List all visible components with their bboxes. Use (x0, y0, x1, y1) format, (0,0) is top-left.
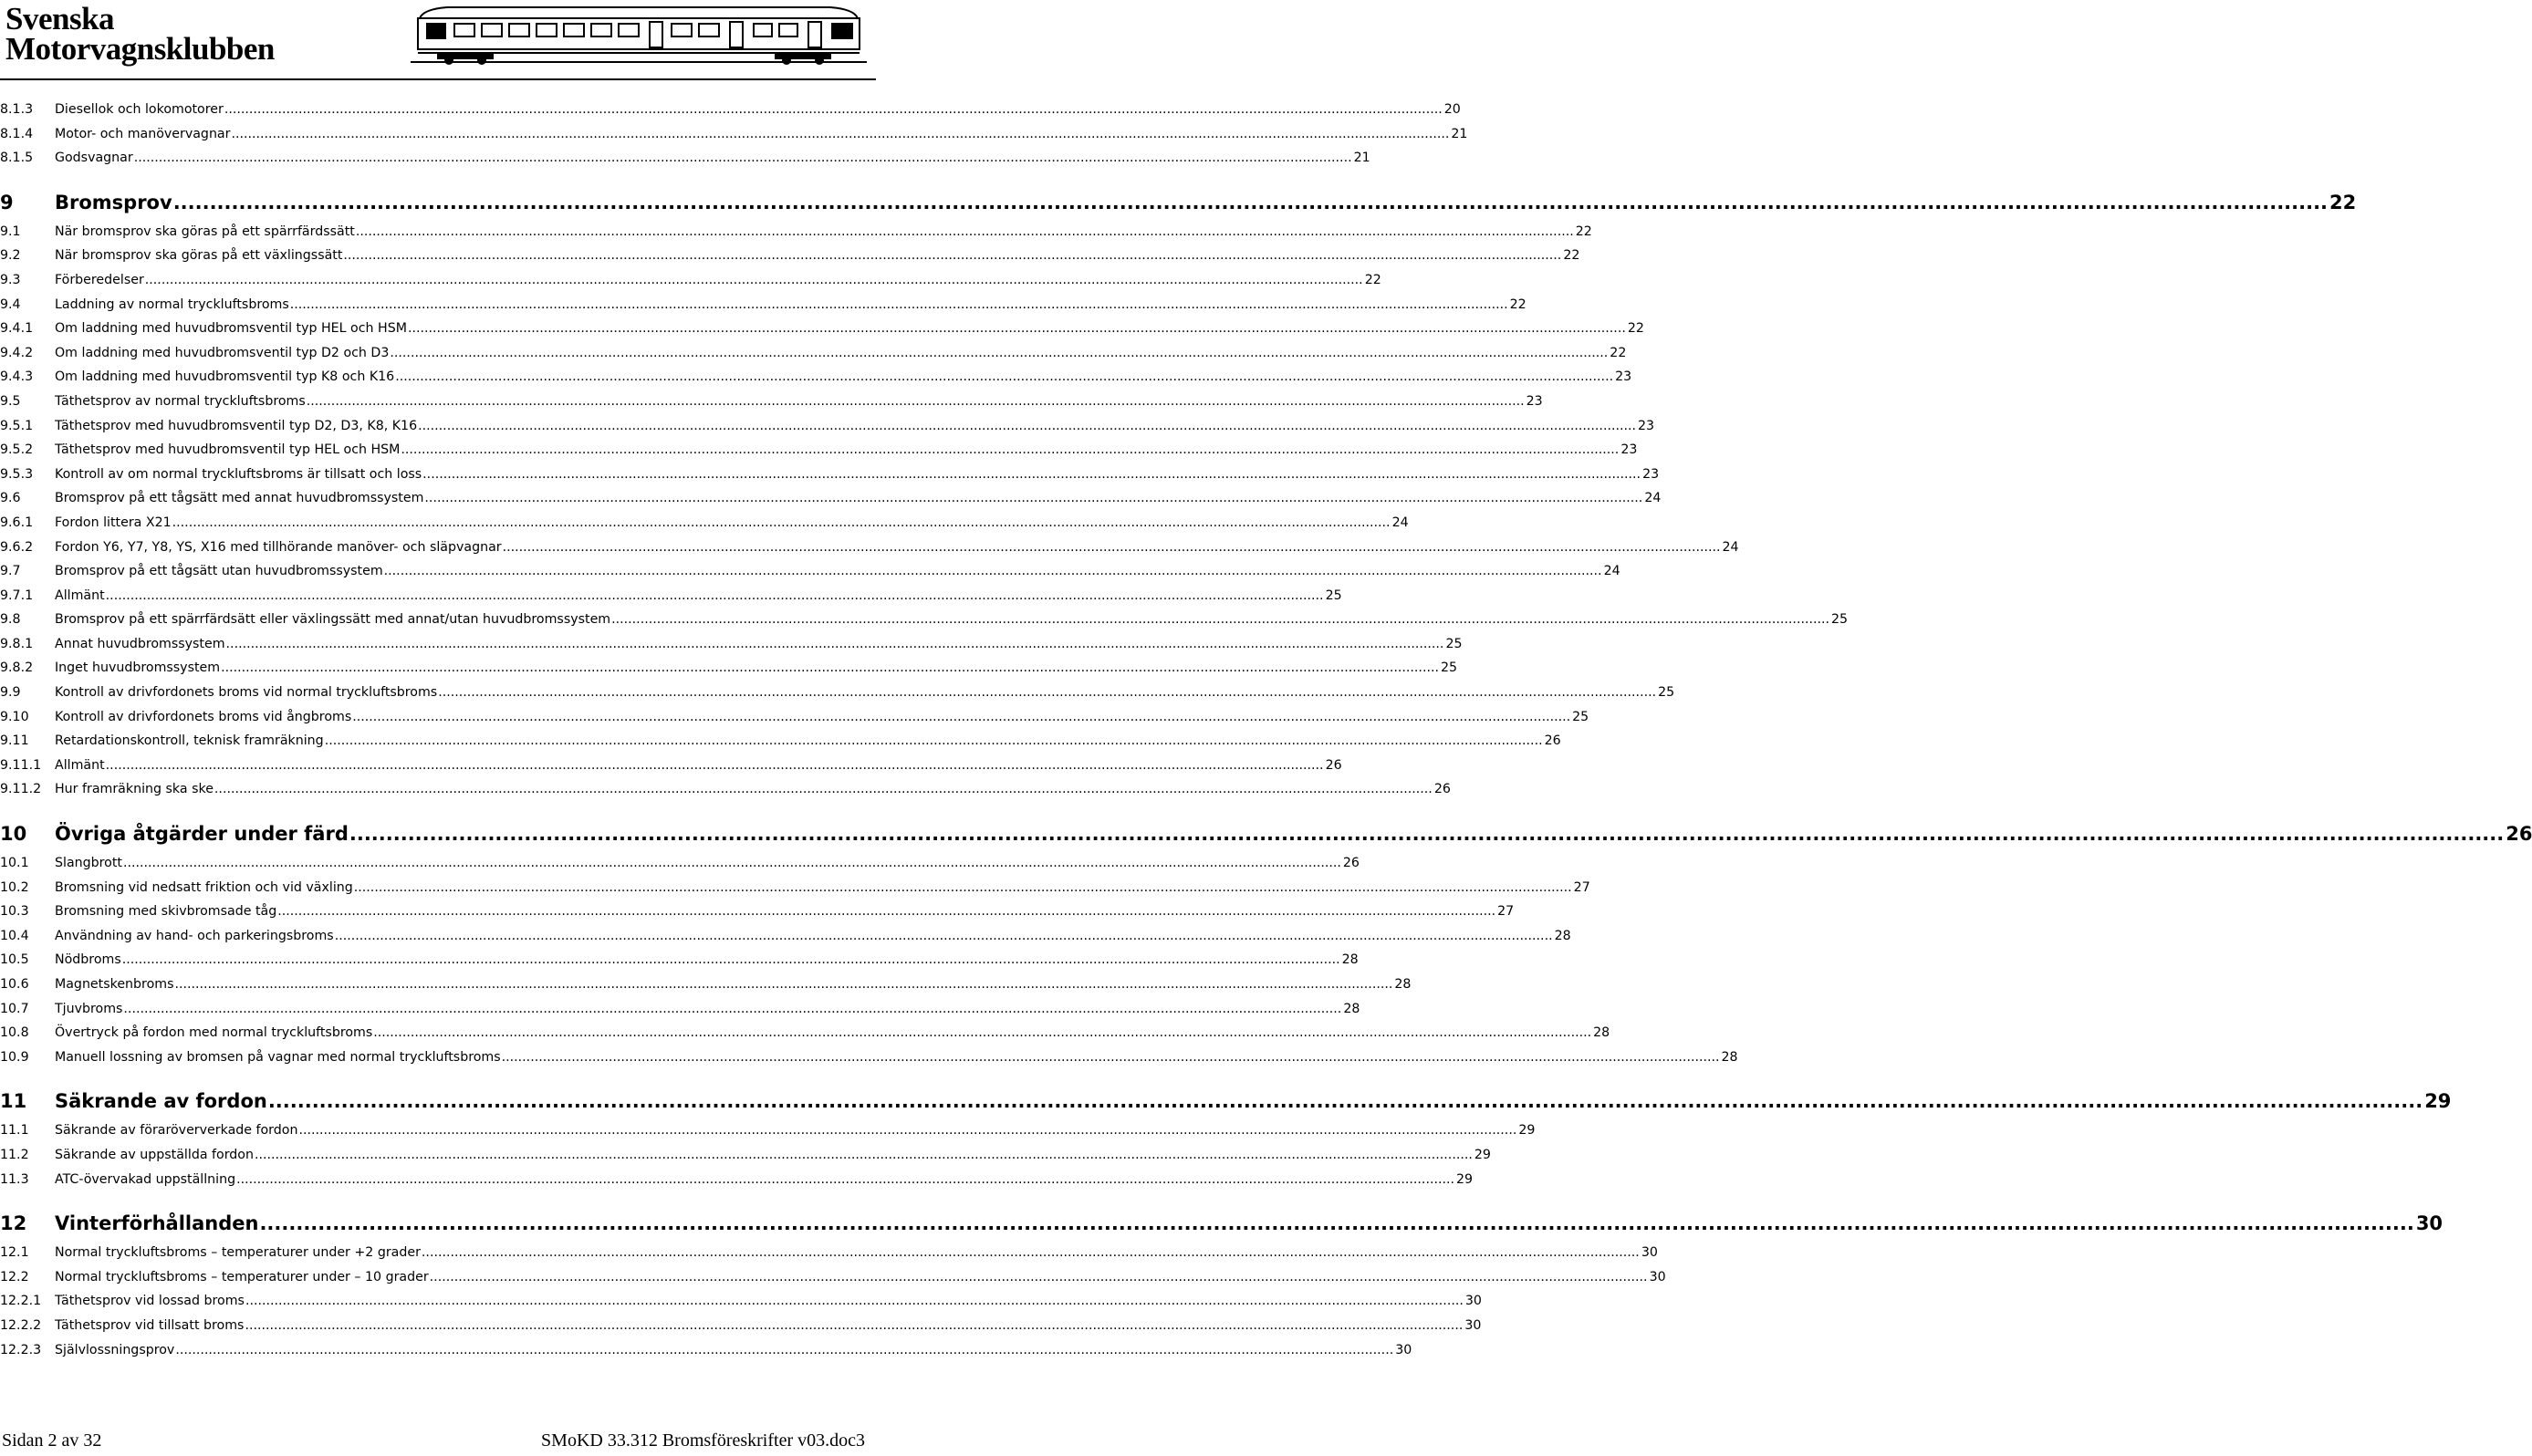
toc-page-number: 21 (1353, 151, 1370, 166)
toc-page-number: 23 (1615, 369, 1632, 385)
toc-page-number: 29 (1456, 1171, 1474, 1187)
toc-title: Övriga åtgärder under färd (55, 823, 349, 846)
toc-page-number: 30 (1464, 1294, 1482, 1309)
toc-entry[interactable] (0, 102, 1461, 127)
toc-leader-dots (255, 1148, 1473, 1162)
toc-number: 9.11 (0, 733, 29, 749)
toc-leader-dots (298, 1123, 1516, 1138)
toc-entry[interactable] (0, 1147, 1491, 1172)
toc-leader-dots (343, 248, 1561, 263)
toc-title: Slangbrott (55, 856, 122, 871)
page-header (0, 0, 876, 82)
toc-leader-dots (503, 540, 1721, 555)
toc-page-number: 24 (1722, 539, 1739, 555)
toc-number: 10.5 (0, 952, 29, 968)
logo-line-1: Svenska (5, 1, 115, 36)
toc-entry[interactable] (0, 1123, 1536, 1148)
toc-page-number: 20 (1443, 102, 1461, 117)
toc-number: 12.2 (0, 1269, 29, 1284)
toc-page-number: 30 (2415, 1212, 2443, 1235)
toc-entry[interactable] (0, 191, 2357, 219)
toc-entry[interactable] (0, 757, 1342, 783)
toc-title: Bromsning med skivbromsade tåg (55, 904, 277, 920)
toc-number: 10.3 (0, 904, 29, 920)
toc-title: Normal tryckluftsbroms – temperaturer under – 10 grader (55, 1269, 429, 1284)
toc-entry[interactable] (0, 733, 1561, 758)
toc-number: 9.6 (0, 491, 21, 506)
toc-page-number: 21 (1451, 126, 1468, 141)
toc-entry[interactable] (0, 660, 1458, 685)
toc-leader-dots (430, 1270, 1648, 1284)
toc-number: 9.8.1 (0, 636, 34, 651)
toc-page-number: 24 (1391, 515, 1409, 530)
toc-page-number: 23 (1642, 466, 1660, 482)
toc-title: Annat huvudbromssystem (55, 636, 225, 651)
toc-title: Nödbroms (55, 952, 121, 968)
toc-page-number: 28 (1394, 977, 1412, 992)
toc-entry[interactable] (0, 1049, 1738, 1075)
toc-number: 8.1.4 (0, 126, 34, 141)
toc-entry[interactable] (0, 1001, 1360, 1026)
toc-number: 11.1 (0, 1123, 29, 1139)
toc-title: Om laddning med huvudbromsventil typ D2 och D3 (55, 345, 390, 360)
toc-title: Fordon littera X21 (55, 515, 172, 530)
toc-leader-dots (245, 1294, 1464, 1308)
toc-page-number: 26 (2506, 823, 2532, 846)
toc-title: Säkrande av fordon (55, 1090, 267, 1113)
toc-number: 9.7.1 (0, 588, 34, 603)
toc-title: När bromsprov ska göras på ett växlingssätt (55, 248, 343, 264)
toc-leader-dots (438, 685, 1656, 700)
toc-leader-dots (236, 1172, 1454, 1187)
toc-leader-dots (422, 467, 1641, 482)
toc-entry[interactable] (0, 539, 1739, 565)
toc-title: Manuell lossning av bromsen på vagnar med normal tryckluftsbroms (55, 1049, 501, 1065)
toc-title: Kontroll av drivfordonets broms vid ångbroms (55, 709, 352, 724)
toc-number: 12 (0, 1212, 27, 1235)
toc-page-number: 27 (1497, 904, 1515, 920)
toc-page-number: 28 (1593, 1025, 1610, 1041)
toc-number: 9 (0, 191, 14, 213)
toc-title: Bromsprov på ett spärrfärdsätt eller växlingssätt med annat/utan huvudbromssystem (55, 612, 611, 628)
toc-page-number: 22 (1627, 321, 1644, 337)
toc-page-number: 29 (2424, 1090, 2452, 1113)
toc-title: Övertryck på fordon med normal tryckluftsbroms (55, 1025, 373, 1041)
toc-leader-dots (175, 1343, 1393, 1357)
toc-number: 9.1 (0, 224, 21, 239)
toc-number: 12.1 (0, 1245, 29, 1261)
page-number: Sidan 2 av 32 (2, 1430, 102, 1451)
toc-page-number: 22 (1575, 224, 1592, 239)
toc-leader-dots (277, 904, 1495, 919)
toc-title: Täthetsprov med huvudbromsventil typ HEL och HSM (55, 442, 401, 458)
toc-leader-dots (611, 612, 1829, 627)
toc-number: 9.7 (0, 564, 21, 579)
toc-leader-dots (221, 660, 1439, 675)
toc-page-number: 28 (1554, 928, 1571, 943)
toc-number: 9.4.3 (0, 369, 34, 385)
toc-entry[interactable] (0, 224, 1592, 249)
toc-leader-dots (259, 1212, 2413, 1234)
toc-number: 9.4.1 (0, 321, 34, 337)
toc-entry[interactable] (0, 296, 1526, 322)
toc-leader-dots (401, 442, 1619, 457)
toc-leader-dots (106, 588, 1324, 603)
toc-title: Kontroll av om normal tryckluftsbroms är tillsatt och loss (55, 466, 422, 482)
toc-entry[interactable] (0, 588, 1342, 613)
toc-entry[interactable] (0, 272, 1381, 297)
toc-entry[interactable] (0, 442, 1638, 467)
toc-leader-dots (226, 637, 1444, 651)
toc-title: Laddning av normal tryckluftsbroms (55, 296, 289, 312)
toc-page-number: 26 (1325, 757, 1342, 773)
toc-number: 9.11.1 (0, 757, 42, 773)
toc-title: Täthetsprov med huvudbromsventil typ D2, D3, K8, K16 (55, 418, 418, 433)
toc-title: Kontroll av drivfordonets broms vid normal tryckluftsbroms (55, 685, 438, 701)
toc-page-number: 28 (1341, 952, 1359, 968)
toc-page-number: 29 (1518, 1123, 1536, 1139)
toc-page-number: 25 (1831, 612, 1849, 628)
toc-number: 9.4 (0, 296, 21, 312)
toc-entry[interactable] (0, 1294, 1482, 1318)
toc-page-number: 25 (1440, 660, 1458, 676)
toc-title: Om laddning med huvudbromsventil typ K8 och K16 (55, 369, 395, 385)
toc-title: Hur framräkning ska ske (55, 782, 214, 797)
toc-leader-dots (384, 564, 1602, 578)
toc-number: 10.4 (0, 928, 29, 943)
toc-page-number: 22 (1509, 296, 1526, 312)
toc-page-number: 24 (1603, 564, 1620, 579)
toc-number: 9.5.3 (0, 466, 34, 482)
toc-entry[interactable] (0, 1025, 1610, 1050)
toc-page-number: 25 (1658, 685, 1675, 701)
toc-entry[interactable] (0, 466, 1660, 492)
toc-title: Magnetskenbroms (55, 977, 174, 992)
toc-leader-dots (335, 929, 1553, 943)
toc-number: 10.2 (0, 879, 29, 895)
toc-entry[interactable] (0, 612, 1849, 637)
toc-title: Allmänt (55, 757, 105, 773)
toc-leader-dots (122, 952, 1340, 967)
toc-leader-dots (268, 1090, 2423, 1112)
toc-title: Täthetsprov vid tillsatt broms (55, 1317, 245, 1333)
toc-entry[interactable] (0, 782, 1451, 806)
toc-title: Användning av hand- och parkeringsbroms (55, 928, 334, 943)
toc-entry[interactable] (0, 1269, 1666, 1295)
toc-entry[interactable] (0, 1090, 2452, 1118)
toc-entry[interactable] (0, 709, 1589, 734)
toc-title: Förberedelser (55, 272, 144, 287)
toc-entry[interactable] (0, 904, 1515, 929)
toc-number: 9.10 (0, 709, 29, 724)
toc-number: 10.1 (0, 856, 29, 871)
toc-leader-dots (123, 856, 1341, 870)
toc-page-number: 24 (1644, 491, 1662, 506)
toc-leader-dots (408, 321, 1626, 336)
toc-leader-dots (172, 515, 1391, 530)
toc-page-number: 27 (1573, 879, 1590, 895)
toc-leader-dots (349, 823, 2504, 845)
toc-leader-dots (325, 733, 1543, 748)
toc-leader-dots (424, 491, 1642, 505)
toc-title: Bromsprov på ett tågsätt utan huvudbromssystem (55, 564, 383, 579)
toc-title: Bromsprov på ett tågsätt med annat huvudbromssystem (55, 491, 424, 506)
toc-page-number: 22 (2329, 191, 2357, 213)
toc-title: Täthetsprov av normal tryckluftsbroms (55, 393, 306, 409)
toc-leader-dots (245, 1318, 1463, 1333)
toc-entry[interactable] (0, 321, 1644, 346)
logo-line-2: Motorvagnsklubben (5, 31, 275, 67)
toc-leader-dots (307, 394, 1525, 409)
toc-entry[interactable] (0, 1212, 2443, 1240)
toc-title: Vinterförhållanden (55, 1212, 259, 1235)
toc-leader-dots (123, 1002, 1341, 1016)
table-of-contents (0, 102, 2532, 1367)
document-name: SMoKD 33.312 Bromsföreskrifter v03.doc3 (541, 1430, 865, 1451)
toc-number: 9.11.2 (0, 782, 42, 797)
toc-page-number: 26 (1433, 782, 1451, 797)
header-rule (0, 78, 876, 80)
toc-leader-dots (174, 977, 1392, 992)
toc-page-number: 25 (1572, 709, 1589, 724)
toc-entry[interactable] (0, 636, 1463, 661)
toc-page-number: 30 (1464, 1317, 1482, 1333)
toc-entry[interactable] (0, 1342, 1412, 1368)
toc-leader-dots (422, 1245, 1640, 1260)
toc-number: 10.9 (0, 1049, 29, 1065)
toc-title: Självlossningsprov (55, 1342, 175, 1357)
toc-number: 11 (0, 1090, 27, 1113)
toc-number: 12.2.2 (0, 1317, 42, 1333)
toc-number: 9.5.1 (0, 418, 34, 433)
toc-number: 9.5 (0, 393, 21, 409)
toc-number: 9.8 (0, 612, 21, 628)
toc-page-number: 23 (1526, 393, 1543, 409)
toc-number: 9.3 (0, 272, 21, 287)
toc-leader-dots (173, 192, 2328, 213)
toc-number: 9.6.2 (0, 539, 34, 555)
toc-number: 12.2.1 (0, 1294, 42, 1309)
toc-number: 11.3 (0, 1171, 29, 1187)
toc-number: 9.5.2 (0, 442, 34, 458)
toc-leader-dots (290, 297, 1508, 312)
toc-title: Säkrande av föraröververkade fordon (55, 1123, 298, 1139)
toc-entry[interactable] (0, 823, 2532, 850)
toc-title: Normal tryckluftsbroms – temperaturer under +2 grader (55, 1245, 421, 1261)
toc-title: Inget huvudbromssystem (55, 660, 221, 676)
toc-entry[interactable] (0, 952, 1359, 977)
toc-leader-dots (502, 1050, 1720, 1065)
toc-leader-dots (352, 710, 1570, 724)
railcar-illustration (411, 2, 867, 64)
toc-title: När bromsprov ska göras på ett spärrfärdssätt (55, 224, 355, 239)
toc-title: Bromsning vid nedsatt friktion och vid växling (55, 879, 353, 895)
toc-page-number: 26 (1544, 733, 1561, 749)
toc-number: 9.4.2 (0, 345, 34, 360)
toc-title: Motor- och manövervagnar (55, 126, 231, 141)
toc-title: Fordon Y6, Y7, Y8, YS, X16 med tillhörande manöver- och släpvagnar (55, 539, 502, 555)
toc-number: 12.2.3 (0, 1342, 42, 1357)
toc-leader-dots (354, 880, 1572, 895)
toc-leader-dots (106, 758, 1324, 773)
toc-page-number: 25 (1325, 588, 1342, 603)
toc-title: Retardationskontroll, teknisk framräkning (55, 733, 324, 749)
toc-leader-dots (214, 782, 1433, 796)
toc-entry[interactable] (0, 151, 1370, 175)
toc-page-number: 23 (1620, 442, 1638, 458)
toc-leader-dots (231, 127, 1449, 141)
toc-page-number: 25 (1445, 636, 1463, 651)
toc-entry[interactable] (0, 248, 1580, 273)
toc-leader-dots (134, 151, 1352, 165)
toc-number: 9.9 (0, 685, 21, 701)
toc-number: 9.6.1 (0, 515, 34, 530)
toc-title: Bromsprov (55, 191, 172, 213)
toc-number: 10.7 (0, 1001, 29, 1016)
toc-number: 10 (0, 823, 27, 846)
toc-entry[interactable] (0, 856, 1360, 880)
toc-title: Om laddning med huvudbromsventil typ HEL och HSM (55, 321, 407, 337)
toc-entry[interactable] (0, 418, 1655, 443)
toc-title: Täthetsprov vid lossad broms (55, 1294, 245, 1309)
toc-title: Säkrande av uppställda fordon (55, 1147, 254, 1162)
toc-leader-dots (373, 1025, 1591, 1040)
toc-leader-dots (418, 419, 1636, 433)
toc-entry[interactable] (0, 491, 1662, 515)
toc-leader-dots (390, 346, 1608, 360)
toc-title: ATC-övervakad uppställning (55, 1171, 236, 1187)
toc-number: 11.2 (0, 1147, 29, 1162)
toc-number: 10.6 (0, 977, 29, 992)
toc-page-number: 30 (1641, 1245, 1658, 1261)
toc-number: 8.1.3 (0, 102, 34, 117)
toc-page-number: 22 (1563, 248, 1580, 264)
toc-page-number: 30 (1649, 1269, 1666, 1284)
toc-entry[interactable] (0, 1171, 1474, 1197)
toc-page-number: 30 (1395, 1342, 1412, 1357)
toc-entry[interactable] (0, 564, 1620, 588)
toc-page-number: 28 (1343, 1001, 1360, 1016)
toc-title: Allmänt (55, 588, 105, 603)
toc-number: 9.2 (0, 248, 21, 264)
toc-entry[interactable] (0, 977, 1412, 1002)
toc-leader-dots (356, 224, 1574, 239)
toc-number: 10.8 (0, 1025, 29, 1041)
toc-leader-dots (145, 273, 1363, 287)
toc-entry[interactable] (0, 928, 1571, 953)
toc-entry[interactable] (0, 369, 1632, 394)
toc-leader-dots (395, 369, 1613, 384)
toc-page-number: 26 (1342, 856, 1360, 871)
toc-leader-dots (224, 102, 1443, 117)
toc-number: 9.8.2 (0, 660, 34, 676)
toc-title: Diesellok och lokomotorer (55, 102, 224, 117)
toc-entry[interactable] (0, 345, 1627, 370)
toc-page-number: 22 (1610, 345, 1627, 360)
toc-entry[interactable] (0, 1317, 1482, 1343)
toc-title: Godsvagnar (55, 151, 133, 166)
toc-page-number: 23 (1638, 418, 1655, 433)
club-logo (5, 1, 275, 67)
toc-page-number: 28 (1721, 1049, 1738, 1065)
toc-entry[interactable] (0, 393, 1543, 419)
toc-number: 8.1.5 (0, 151, 34, 166)
toc-title: Tjuvbroms (55, 1001, 123, 1016)
toc-entry[interactable] (0, 879, 1590, 905)
toc-page-number: 29 (1474, 1147, 1491, 1162)
toc-entry[interactable] (0, 515, 1409, 540)
toc-entry[interactable] (0, 1245, 1658, 1270)
toc-entry[interactable] (0, 126, 1468, 151)
toc-entry[interactable] (0, 685, 1675, 710)
toc-page-number: 22 (1364, 272, 1381, 287)
